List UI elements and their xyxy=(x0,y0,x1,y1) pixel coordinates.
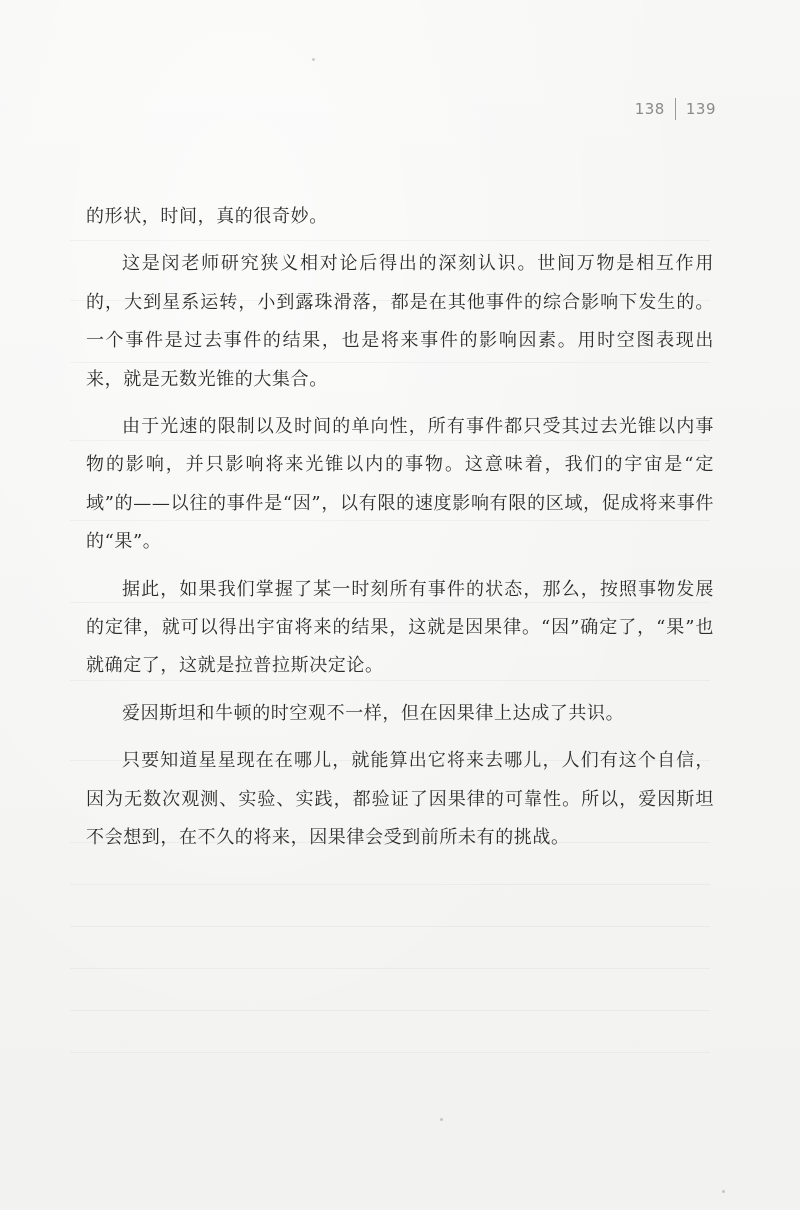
paragraph: 这是闵老师研究狭义相对论后得出的深刻认识。世间万物是相互作用的，大到星系运转，小到露珠滑落，都是在其他事件的综合影响下发生的。一个事件是过去事件的结果，也是将来事件的影响因素。用时空图表现出来，就是无数光锥的大集合。 xyxy=(86,253,714,390)
paragraph: 的形状，时间，真的很奇妙。 xyxy=(86,206,328,227)
bleed-line xyxy=(70,1010,710,1011)
bleed-line xyxy=(70,884,710,885)
bleed-line xyxy=(70,968,710,969)
page-number-separator xyxy=(675,98,676,120)
paragraph: 由于光速的限制以及时间的单向性，所有事件都只受其过去光锥以内事物的影响，并只影响将来光锥以内的事物。这意味着，我们的宇宙是“定域”的——以往的事件是“因”，以有限的速度影响有限的区域，促成将来事件的“果”。 xyxy=(86,416,714,553)
page-header xyxy=(635,98,716,120)
speck xyxy=(722,1190,725,1193)
left-page-number: 138 xyxy=(634,100,665,118)
paragraph: 只要知道星星现在在哪儿，就能算出它将来去哪儿，人们有这个自信，因为无数次观测、实验、实践，都验证了因果律的可靠性。所以，爱因斯坦不会想到，在不久的将来，因果律会受到前所未有的挑战。 xyxy=(86,750,714,849)
bleed-line xyxy=(70,1052,710,1053)
paragraph: 据此，如果我们掌握了某一时刻所有事件的状态，那么，按照事物发展的定律，就可以得出宇宙将来的结果，这就是因果律。“因”确定了，“果”也就确定了，这就是拉普拉斯决定论。 xyxy=(86,578,714,677)
bleed-line xyxy=(70,926,710,927)
speck xyxy=(440,1118,443,1121)
right-page-number: 139 xyxy=(685,100,716,118)
page-body xyxy=(86,198,714,858)
speck xyxy=(312,58,315,61)
paragraph: 爱因斯坦和牛顿的时空观不一样，但在因果律上达成了共识。 xyxy=(122,702,625,724)
